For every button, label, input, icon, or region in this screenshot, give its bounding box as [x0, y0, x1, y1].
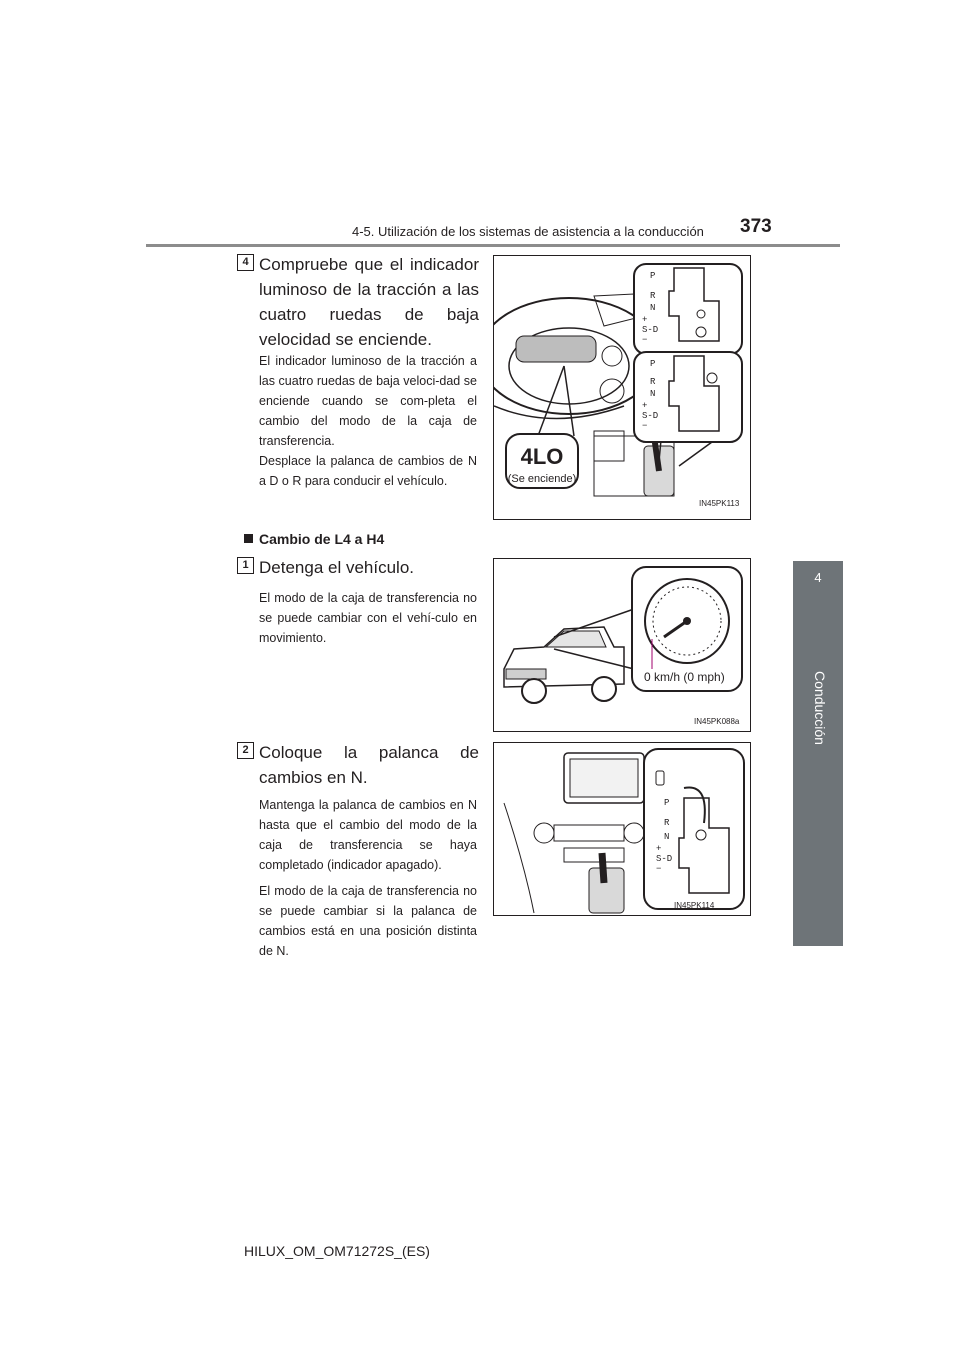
gate-label-sd: S-D [642, 325, 659, 335]
heading-square-icon [244, 534, 253, 543]
gate-label-r: R [650, 291, 656, 301]
step-4-text [259, 351, 477, 491]
step-1-body: El modo de la caja de transferencia no se puede cambiar con el vehí-culo en movimiento. [259, 591, 477, 645]
gate2-label-plus: + [656, 844, 662, 854]
figure-vehicle-stopped [493, 558, 751, 732]
figure-code-088a: IN45PK088a [694, 717, 740, 726]
console-gate-illustration [494, 743, 750, 915]
step-2-title: Coloque la palanca de cambios en N. [259, 743, 479, 787]
gate-label-minus-2: − [642, 421, 648, 431]
indicator-4lo-text: 4LO [520, 444, 564, 469]
step-2-body: Mantenga la palanca de cambios en N hasta que el cambio del modo de la caja de transferencia se haya completado (indicador apagado). [259, 798, 477, 872]
step-2-text [259, 795, 477, 961]
section-heading-text: Cambio de L4 a H4 [259, 531, 385, 547]
header-rule [146, 244, 840, 247]
chapter-tab-number: 4 [814, 570, 822, 585]
step-1-title: Detenga el vehículo. [259, 558, 414, 577]
step-2-body-2: El modo de la caja de transferencia no se puede cambiar si la palanca de cambios está en una posición distinta de N. [259, 884, 477, 958]
section-heading [244, 531, 384, 547]
gate2-label-sd: S-D [656, 854, 673, 864]
indicator-caption: (Se enciende) [507, 473, 577, 485]
pickup-speedometer-illustration [494, 559, 750, 731]
page-number: 373 [740, 216, 772, 237]
gate-label-p: P [650, 271, 656, 281]
figure-code-114: IN45PK114 [674, 901, 715, 910]
gate-label-plus-2: + [642, 401, 648, 411]
dashboard-lever-illustration [494, 256, 750, 519]
figure-lever-to-n [493, 742, 751, 916]
gate2-label-n: N [664, 832, 670, 842]
step-badge-4: 4 [237, 254, 254, 271]
gate-label-n: N [650, 303, 656, 313]
running-header-title: 4-5. Utilización de los sistemas de asistencia a la conducción [352, 224, 704, 239]
gate2-label-p: P [664, 798, 670, 808]
gate-label-n-2: N [650, 389, 656, 399]
gate-label-sd-2: S-D [642, 411, 659, 421]
gate-label-p-2: P [650, 359, 656, 369]
step-4-body-2: Desplace la palanca de cambios de N a D o R para conducir el vehículo. [259, 454, 477, 488]
step-4-body: El indicador luminoso de la tracción a las cuatro ruedas de baja veloci-dad se enciende cuando se com-pleta el cambio del modo de la caja de transferencia. [259, 354, 477, 448]
step-badge-1: 1 [237, 557, 254, 574]
gate2-label-minus: − [656, 864, 662, 874]
figure-code-113: IN45PK113 [699, 499, 740, 508]
gate-label-r-2: R [650, 377, 656, 387]
gate2-label-r: R [664, 818, 670, 828]
chapter-tab-label: Conducción [812, 671, 828, 745]
step-badge-2: 2 [237, 742, 254, 759]
footer-document-code: HILUX_OM_OM71272S_(ES) [244, 1243, 430, 1259]
speed-caption: 0 km/h (0 mph) [644, 670, 725, 684]
gate-label-minus: − [642, 335, 648, 345]
figure-4lo-indicator [493, 255, 751, 520]
gate-label-plus: + [642, 315, 648, 325]
step-4-title: Compruebe que el indicador luminoso de la tracción a las cuatro ruedas de baja velocidad se enciende. [259, 255, 479, 349]
